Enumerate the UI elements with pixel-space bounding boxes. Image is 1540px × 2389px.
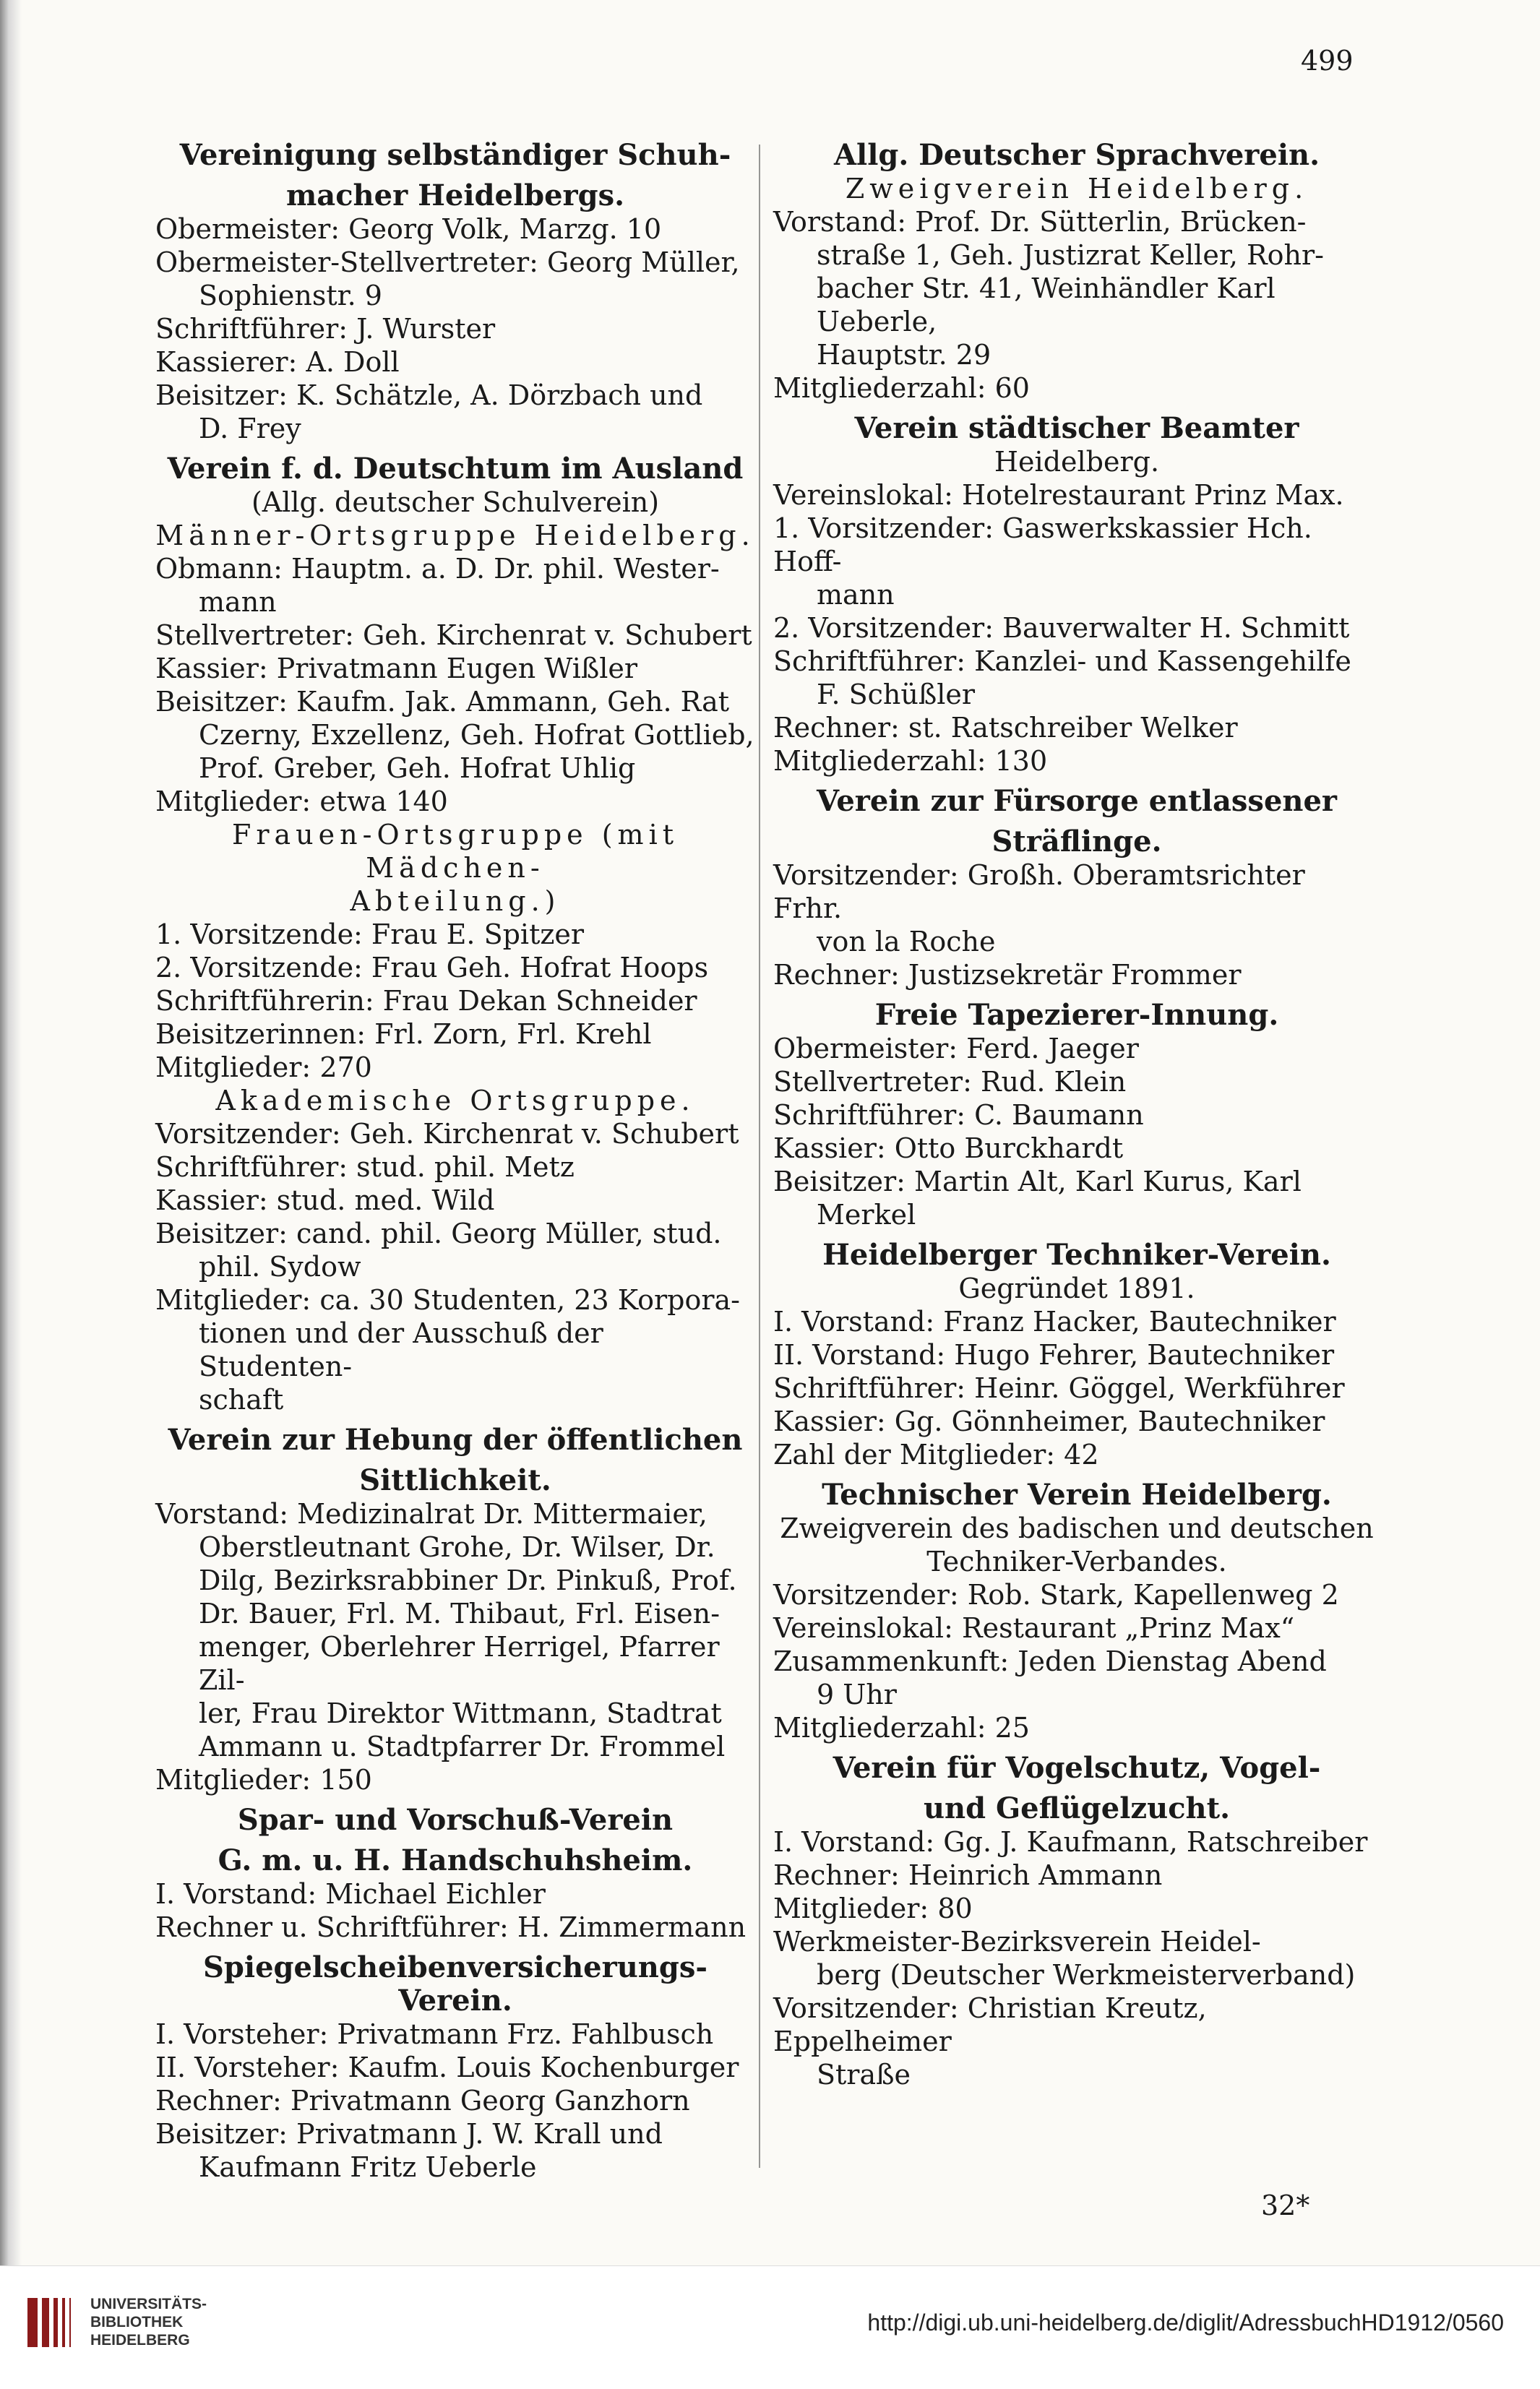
entry-line: Schriftführer: Heinr. Göggel, Werkführer — [773, 1372, 1345, 1404]
right-column — [773, 132, 1380, 2091]
entry-continuation: 9 Uhr — [817, 1679, 897, 1710]
entry-line: Vorsitzender: Großh. Oberamtsrichter Frhr. — [773, 859, 1305, 924]
entry-continuation: mann — [199, 586, 277, 618]
entry-line: Mitglieder: ca. 30 Studenten, 23 Korpora- — [155, 1284, 741, 1316]
entry-line: II. Vorsteher: Kaufm. Louis Kochenburger — [155, 2052, 739, 2083]
entry-continuation: Prof. Greber, Geh. Hofrat Uhlig — [199, 752, 636, 784]
section-heading: Verein zur Fürsorge entlassener — [816, 784, 1338, 818]
entry-line: Mitglieder: 150 — [155, 1764, 372, 1796]
entry-continuation: schaft — [199, 1384, 284, 1416]
section-heading: Verein städtischer Beamter — [854, 411, 1299, 445]
entry-continuation: Czerny, Exzellenz, Geh. Hofrat Gottlieb, — [199, 719, 754, 751]
section-subheading: Techniker-Verbandes. — [926, 1546, 1227, 1577]
group-heading: Männer-Ortsgruppe Heidelberg. — [155, 520, 755, 551]
section-subheading: Gegründet 1891. — [958, 1273, 1195, 1304]
section-heading: Spiegelscheibenversicherungs-Verein. — [203, 1950, 707, 2018]
entry-line: Vorsitzender: Christian Kreutz, Eppelheimer — [773, 1992, 1207, 2057]
section-heading: Verein zur Hebung der öffentlichen — [168, 1423, 743, 1457]
section-heading: Technischer Verein Heidelberg. — [822, 1478, 1332, 1512]
section-heading: G. m. u. H. Handschuhsheim. — [218, 1843, 693, 1877]
library-logo-icon — [22, 2294, 79, 2351]
page-number: 499 — [1301, 45, 1354, 77]
entry-continuation: berg (Deutscher Werkmeisterverband) — [817, 1959, 1356, 1991]
entry-continuation: tionen und der Ausschuß der Studenten- — [199, 1317, 603, 1382]
entry-continuation: straße 1, Geh. Justizrat Keller, Rohr- — [817, 239, 1324, 271]
entry-line: II. Vorstand: Hugo Fehrer, Bautechniker — [773, 1339, 1335, 1371]
section-heading: Sittlichkeit. — [359, 1463, 551, 1497]
entry-line: Mitgliederzahl: 60 — [773, 372, 1030, 404]
entry-line: Obermeister: Georg Volk, Marzg. 10 — [155, 213, 662, 245]
entry-line: Schriftführer: stud. phil. Metz — [155, 1151, 575, 1183]
left-column — [155, 132, 755, 2184]
entry-continuation: Sophienstr. 9 — [199, 280, 382, 311]
entry-line: Kassier: Privatmann Eugen Wißler — [155, 653, 638, 684]
group-heading: Frauen-Ortsgruppe (mit Mädchen- — [231, 819, 679, 884]
entry-line: Vorstand: Medizinalrat Dr. Mittermaier, — [155, 1498, 707, 1530]
entry-continuation: Ammann u. Stadtpfarrer Dr. Frommel — [199, 1731, 726, 1762]
section-heading: Verein für Vogelschutz, Vogel- — [833, 1751, 1321, 1785]
entry-line: 2. Vorsitzende: Frau Geh. Hofrat Hoops — [155, 952, 709, 983]
entry-line: Schriftführer: Kanzlei- und Kassengehilfe — [773, 645, 1351, 677]
entry-line: Schriftführerin: Frau Dekan Schneider — [155, 985, 697, 1017]
entry-line: 1. Vorsitzender: Gaswerkskassier Hch. Hoff- — [773, 512, 1312, 577]
entry-line: Rechner: Justizsekretär Frommer — [773, 959, 1242, 991]
entry-line: Beisitzerinnen: Frl. Zorn, Frl. Krehl — [155, 1018, 652, 1050]
entry-line: Kassier: stud. med. Wild — [155, 1184, 495, 1216]
library-name — [90, 2295, 207, 2349]
entry-line: Rechner: Heinrich Ammann — [773, 1859, 1163, 1891]
section-heading: Allg. Deutscher Sprachverein. — [833, 138, 1320, 172]
section-heading: Verein f. d. Deutschtum im Ausland — [167, 452, 744, 486]
entry-line: Vereinslokal: Hotelrestaurant Prinz Max. — [773, 479, 1344, 511]
entry-line: Beisitzer: Privatmann J. W. Krall und — [155, 2118, 663, 2150]
entry-line: Schriftführer: J. Wurster — [155, 313, 496, 345]
section-heading: Heidelberger Techniker-Verein. — [822, 1238, 1331, 1272]
entry-line: Beisitzer: cand. phil. Georg Müller, stud. — [155, 1218, 722, 1249]
entry-line: Mitglieder: etwa 140 — [155, 785, 448, 817]
entry-line: Vorstand: Prof. Dr. Sütterlin, Brücken- — [773, 206, 1307, 238]
entry-continuation: Dilg, Bezirksrabbiner Dr. Pinkuß, Prof. — [199, 1564, 737, 1596]
entry-line: Vereinslokal: Restaurant „Prinz Max“ — [773, 1612, 1295, 1644]
entry-line: Mitgliederzahl: 25 — [773, 1712, 1030, 1744]
entry-line: Mitglieder: 270 — [155, 1051, 372, 1083]
entry-line: I. Vorstand: Michael Eichler — [155, 1878, 546, 1910]
column-divider — [759, 145, 760, 2168]
group-heading: Zweigverein Heidelberg. — [845, 173, 1309, 205]
entry-line: Mitglieder: 80 — [773, 1893, 973, 1924]
section-subheading: (Allg. deutscher Schulverein) — [251, 486, 660, 518]
entry-line: Vorsitzender: Rob. Stark, Kapellenweg 2 — [773, 1579, 1339, 1611]
entry-continuation: ler, Frau Direktor Wittmann, Stadtrat — [199, 1697, 722, 1729]
section-heading: Sträflinge. — [991, 825, 1162, 858]
entry-line: Kassier: Gg. Gönnheimer, Bautechniker — [773, 1406, 1325, 1437]
group-heading: Akademische Ortsgruppe. — [215, 1085, 695, 1116]
entry-line: Beisitzer: Martin Alt, Karl Kurus, Karl — [773, 1166, 1302, 1197]
section-heading: Freie Tapezierer-Innung. — [874, 998, 1279, 1032]
entry-line: Obermeister-Stellvertreter: Georg Müller, — [155, 246, 740, 278]
entry-line: I. Vorsteher: Privatmann Frz. Fahlbusch — [155, 2018, 714, 2050]
entry-line: Zahl der Mitglieder: 42 — [773, 1439, 1099, 1471]
entry-line: 1. Vorsitzende: Frau E. Spitzer — [155, 918, 585, 950]
entry-line: Zusammenkunft: Jeden Dienstag Abend — [773, 1645, 1327, 1677]
entry-line: Beisitzer: K. Schätzle, A. Dörzbach und — [155, 379, 703, 411]
entry-line: Stellvertreter: Geh. Kirchenrat v. Schubert — [155, 619, 752, 651]
entry-continuation: Dr. Bauer, Frl. M. Thibaut, Frl. Eisen- — [199, 1598, 720, 1630]
entry-line: Stellvertreter: Rud. Klein — [773, 1066, 1127, 1098]
entry-line: Obermeister: Ferd. Jaeger — [773, 1033, 1139, 1064]
entry-continuation: Kaufmann Fritz Ueberle — [199, 2151, 537, 2183]
entry-line: Rechner: st. Ratschreiber Welker — [773, 712, 1238, 744]
entry-line: Kassierer: A. Doll — [155, 346, 400, 378]
entry-continuation: von la Roche — [817, 926, 996, 957]
entry-continuation: F. Schüßler — [817, 679, 976, 710]
library-name-line3: HEIDELBERG — [90, 2332, 190, 2349]
entry-line: Kassier: Otto Burckhardt — [773, 1132, 1124, 1164]
entry-continuation: phil. Sydow — [199, 1251, 361, 1283]
entry-continuation: Straße — [817, 2059, 911, 2091]
footer-bar — [0, 2265, 1540, 2389]
section-heading: Vereinigung selbständiger Schuh- — [179, 138, 731, 172]
entry-continuation: Merkel — [817, 1199, 916, 1231]
entry-line: Obmann: Hauptm. a. D. Dr. phil. Wester- — [155, 553, 720, 585]
section-heading: macher Heidelbergs. — [285, 178, 625, 212]
group-heading: Abteilung.) — [350, 885, 561, 917]
entry-line: Schriftführer: C. Baumann — [773, 1099, 1144, 1131]
section-subheading: Heidelberg. — [994, 446, 1160, 478]
library-name-line1: UNIVERSITÄTS- — [90, 2296, 207, 2312]
section-subheading: Zweigverein des badischen und deutschen — [780, 1512, 1374, 1544]
library-name-line2: BIBLIOTHEK — [90, 2314, 184, 2330]
entry-line: I. Vorstand: Franz Hacker, Bautechniker — [773, 1306, 1336, 1338]
folio-mark: 32* — [1261, 2190, 1310, 2221]
section-heading: und Geflügelzucht. — [923, 1791, 1231, 1825]
entry-line: Vorsitzender: Geh. Kirchenrat v. Schubert — [155, 1118, 739, 1150]
entry-line: 2. Vorsitzender: Bauverwalter H. Schmitt — [773, 612, 1350, 644]
entry-line: Rechner u. Schriftführer: H. Zimmermann — [155, 1911, 747, 1943]
entry-continuation: bacher Str. 41, Weinhändler Karl Ueberle, — [817, 272, 1276, 337]
entry-line: Rechner: Privatmann Georg Ganzhorn — [155, 2085, 690, 2117]
entry-line: Werkmeister-Bezirksverein Heidel- — [773, 1926, 1261, 1958]
entry-continuation: Oberstleutnant Grohe, Dr. Wilser, Dr. — [199, 1531, 715, 1563]
entry-continuation: D. Frey — [199, 413, 301, 444]
entry-continuation: mann — [817, 579, 895, 611]
entry-continuation: Hauptstr. 29 — [817, 339, 991, 371]
entry-line: I. Vorstand: Gg. J. Kaufmann, Ratschreiber — [773, 1826, 1368, 1858]
section-heading: Spar- und Vorschuß-Verein — [237, 1803, 674, 1837]
entry-line: Beisitzer: Kaufm. Jak. Ammann, Geh. Rat — [155, 686, 730, 718]
scan-edge — [0, 0, 22, 2312]
entry-continuation: menger, Oberlehrer Herrigel, Pfarrer Zil- — [199, 1631, 720, 1696]
entry-line: Mitgliederzahl: 130 — [773, 745, 1048, 777]
source-url[interactable]: http://digi.ub.uni-heidelberg.de/diglit/AdressbuchHD1912/0560 — [867, 2310, 1504, 2336]
